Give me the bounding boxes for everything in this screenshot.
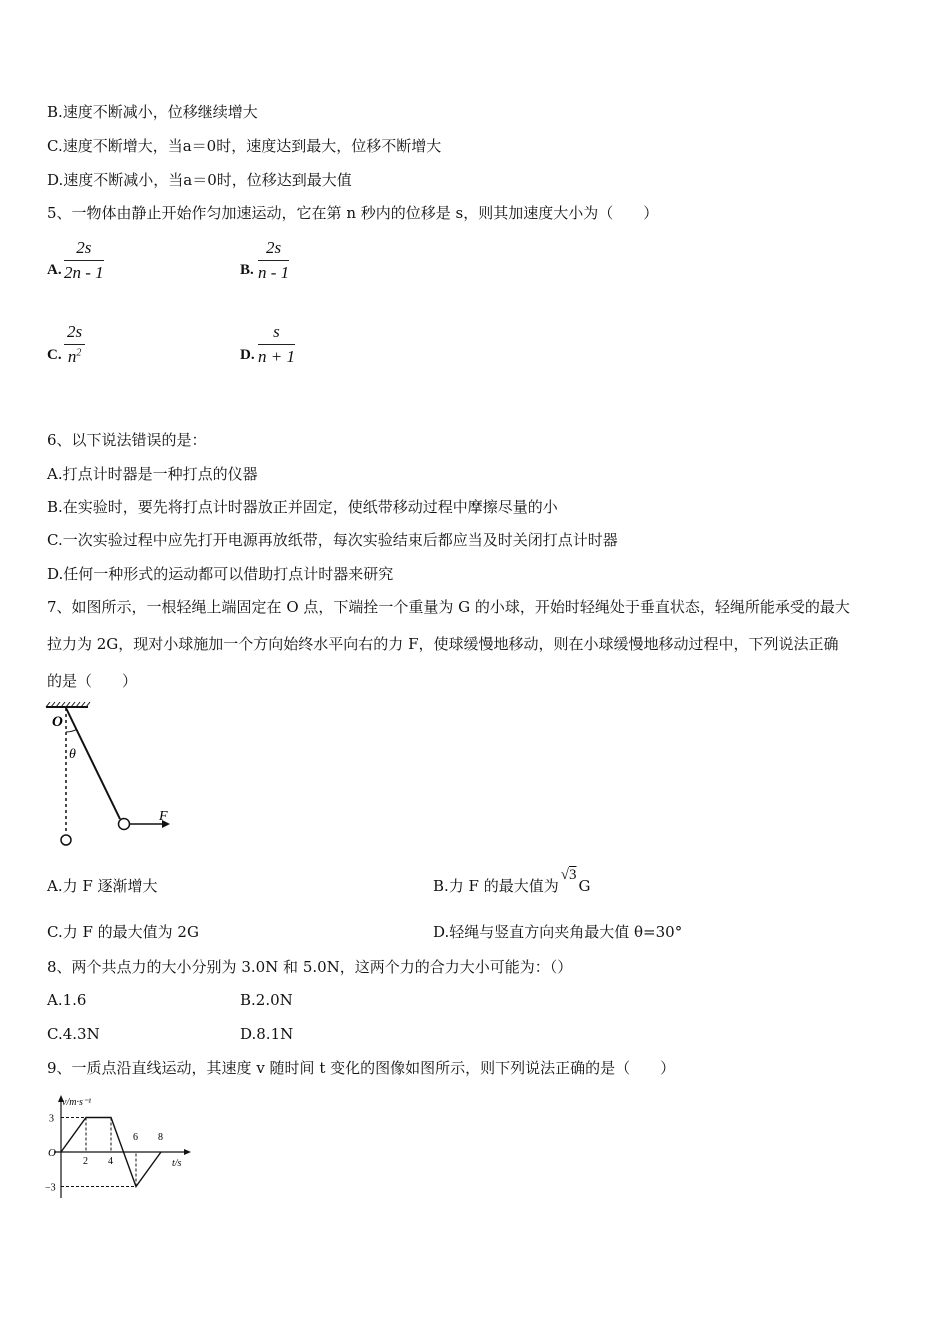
q7-stem-line-2: 拉力为 2G，现对小球施加一个方向始终水平向右的力 F，使球缓慢地移动，则在小球缓慢地移动过程中，下列说法正确: [47, 635, 839, 653]
displaced-ball: [119, 819, 130, 830]
q6-option-d: D.任何一种形式的运动都可以借助打点计时器来研究: [47, 565, 394, 583]
q4-option-d: D.速度不断减小，当a＝0时，位移达到最大值: [47, 171, 352, 189]
q5-option-c-label: C.: [47, 347, 62, 363]
q5-option-c-denominator: n: [67, 347, 77, 366]
q5-option-b-fraction: [258, 238, 289, 283]
y-tick-label-neg3: −3: [45, 1182, 56, 1194]
q5-option-a-denominator: 2n - 1: [64, 263, 104, 282]
initial-ball: [61, 835, 71, 845]
origin-label: O: [48, 1147, 56, 1159]
angle-arc: [66, 730, 77, 732]
x-tick-label-2: 2: [83, 1156, 88, 1167]
q5-option-a-label: A.: [47, 262, 62, 278]
x-tick-label-4: 4: [108, 1156, 113, 1167]
q5-option-d-numerator: s: [258, 322, 295, 345]
sqrt-radicand: 3: [568, 867, 577, 883]
angle-theta-label: θ: [69, 747, 76, 762]
q5-option-b-denominator: n - 1: [258, 263, 290, 282]
x-axis-label: t/s: [172, 1158, 182, 1169]
q6-stem: 6、以下说法错误的是：: [47, 431, 207, 449]
q5-option-d-label: D.: [240, 347, 255, 363]
q7-option-b-text: B.力 F 的最大值为: [433, 877, 559, 895]
q5-option-c-fraction: [64, 322, 85, 367]
x-axis-arrow: [184, 1149, 191, 1155]
q5-option-d-denominator: n + 1: [258, 347, 295, 366]
q7-option-b: [433, 867, 591, 897]
q9-velocity-time-graph: [40, 1092, 200, 1204]
y-axis-label: v/m·s⁻¹: [62, 1097, 92, 1108]
q7-stem-line-3: 的是（ ）: [47, 672, 138, 690]
q5-option-b-numerator: 2s: [258, 238, 289, 261]
point-o-label: O: [52, 714, 63, 730]
force-f-label: F: [159, 809, 168, 824]
q5-option-c-numerator: 2s: [64, 322, 85, 345]
q8-option-a: A.1.6: [47, 991, 87, 1009]
x-tick-label-8: 8: [158, 1132, 163, 1143]
q6-option-c: C.一次实验过程中应先打开电源再放纸带，每次实验结束后都应当及时关闭打点计时器: [47, 531, 618, 549]
sqrt-expression: √3: [560, 867, 577, 883]
q5-option-c-denominator-wrap: [64, 345, 85, 367]
q7-option-b-unit: G: [578, 877, 591, 895]
q5-option-b-label: B.: [240, 262, 254, 278]
q7-stem-line-1: 7、如图所示，一根轻绳上端固定在 O 点，下端拴一个重量为 G 的小球，开始时轻绳处于垂直状态，轻绳所能承受的最大: [47, 598, 850, 616]
q4-option-c: C.速度不断增大，当a＝0时，速度达到最大，位移不断增大: [47, 137, 442, 155]
q8-option-b: B.2.0N: [240, 991, 293, 1009]
q7-pendulum-figure: [40, 700, 190, 855]
q5-stem: 5、一物体由静止开始作匀加速运动，它在第 n 秒内的位移是 s，则其加速度大小为（ ）: [47, 204, 659, 222]
x-tick-label-6: 6: [133, 1132, 138, 1143]
q5-option-d-fraction: [258, 322, 295, 367]
q8-option-d: D.8.1N: [240, 1025, 294, 1043]
q9-stem: 9、一质点沿直线运动，其速度 v 随时间 t 变化的图像如图所示，则下列说法正确的是（ ）: [47, 1059, 676, 1077]
q8-stem: 8、两个共点力的大小分别为 3.0N 和 5.0N，这两个力的合力大小可能为：（）: [47, 958, 573, 976]
q4-option-b: B.速度不断减小，位移继续增大: [47, 103, 258, 121]
q6-option-a: A.打点计时器是一种打点的仪器: [47, 465, 258, 483]
q5-option-c-exponent: 2: [76, 347, 82, 359]
y-tick-label-3: 3: [49, 1113, 54, 1125]
q5-option-a-fraction: [64, 238, 104, 283]
q8-option-c: C.4.3N: [47, 1025, 100, 1043]
q7-option-a: A.力 F 逐渐增大: [47, 877, 158, 895]
q5-option-a-numerator: 2s: [64, 238, 104, 261]
q6-option-b: B.在实验时，要先将打点计时器放正并固定，使纸带移动过程中摩擦尽量的小: [47, 498, 558, 516]
q7-option-d: D.轻绳与竖直方向夹角最大值 θ=30°: [433, 923, 683, 941]
q7-option-c: C.力 F 的最大值为 2G: [47, 923, 199, 941]
rope-line: [66, 708, 120, 819]
